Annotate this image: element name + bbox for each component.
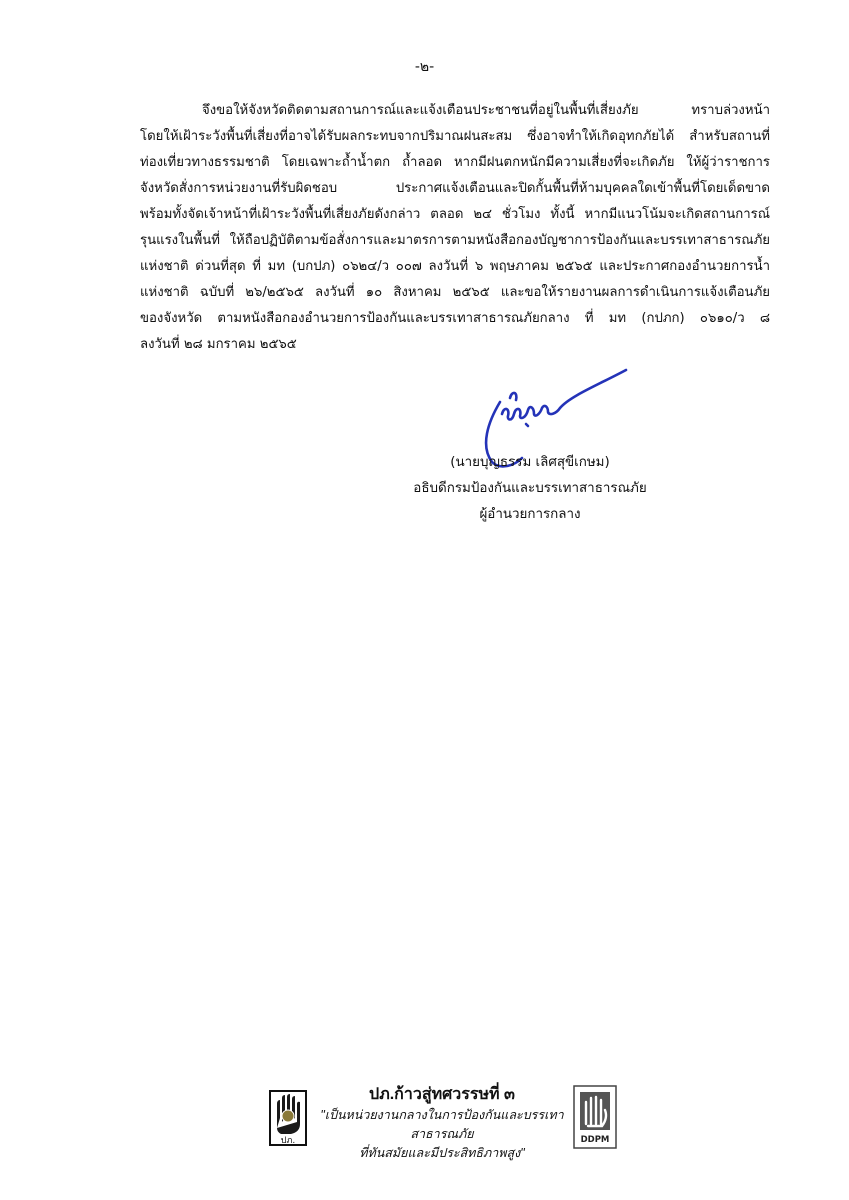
footer-motto-line-2: ที่ทันสมัยและมีประสิทธิภาพสูง"	[359, 1146, 525, 1160]
body-line: จังหวัดสั่งการหน่วยงานที่รับผิดชอบ ประกาศแจ้งเตือนและปิดกั้นพื้นที่ห้ามบุคคลใดเข้าพื้นที่โดยเด็ดขาด	[140, 181, 770, 196]
footer-title: ปภ.ก้าวสู่ทศวรรษที่ ๓	[369, 1086, 515, 1103]
body-line: รุนแรงในพื้นที่ ให้ถือปฏิบัติตามข้อสั่งการและมาตรการตามหนังสือกองบัญชาการป้องกันและบรรเทาสาธารณภัย	[140, 233, 770, 248]
signer-title: อธิบดีกรมป้องกันและบรรเทาสาธารณภัย	[413, 481, 647, 496]
body-line: จึงขอให้จังหวัดติดตามสถานการณ์และแจ้งเตือนประชาชนที่อยู่ในพื้นที่เสี่ยงภัย ทราบล่วงหน้า	[202, 103, 770, 118]
signer-name: (นายบุญธรรม เลิศสุขีเกษม)	[450, 455, 610, 470]
page-number: -๒-	[414, 59, 435, 75]
signature-block	[350, 450, 710, 528]
body-line: แห่งชาติ ฉบับที่ ๒๖/๒๕๖๕ ลงวันที่ ๑๐ สิงหาคม ๒๕๖๕ และขอให้รายงานผลการดำเนินการแจ้งเตือนภัย	[140, 285, 770, 300]
footer-text	[312, 1084, 572, 1163]
body-line: พร้อมทั้งจัดเจ้าหน้าที่เฝ้าระวังพื้นที่เสี่ยงภัยดังกล่าว ตลอด ๒๔ ชั่วโมง ทั้งนี้ หากมีแนวโน้มจะเกิดสถานการณ์	[140, 207, 770, 222]
body-line: แห่งชาติ ด่วนที่สุด ที่ มท (บกปภ) ๐๖๒๔/ว ๐๐๗ ลงวันที่ ๖ พฤษภาคม ๒๕๖๕ และประกาศกองอำนวยการน้ำ	[140, 259, 770, 274]
body-line: ท่องเที่ยวทางธรรมชาติ โดยเฉพาะถ้ำน้ำตก ถ้ำลอด หากมีฝนตกหนักมีความเสี่ยงที่จะเกิดภัย ให้ผู้ว่าราชการ	[140, 155, 770, 170]
left-logo-text: ปภ.	[280, 1136, 296, 1146]
body-line: โดยให้เฝ้าระวังพื้นที่เสี่ยงที่อาจได้รับผลกระทบจากปริมาณฝนสะสม ซึ่งอาจทำให้เกิดอุทกภัยได้ สำหรับสถานที่	[140, 129, 770, 144]
footer-motto-line-1: "เป็นหน่วยงานกลางในการป้องกันและบรรเทาสาธารณภัย	[320, 1108, 564, 1141]
letter-body	[140, 98, 770, 358]
body-line: ของจังหวัด ตามหนังสือกองอำนวยการป้องกันและบรรเทาสาธารณภัยกลาง ที่ มท (กปภก) ๐๖๑๐/ว ๘	[140, 311, 770, 326]
body-line: ลงวันที่ ๒๘ มกราคม ๒๕๖๕	[140, 337, 297, 352]
right-logo-text: DDPM	[580, 1135, 610, 1145]
ddpm-logo-icon	[572, 1084, 618, 1150]
dpm-logo-icon	[267, 1088, 309, 1148]
signer-position: ผู้อำนวยการกลาง	[479, 507, 581, 522]
footer	[260, 1078, 620, 1158]
